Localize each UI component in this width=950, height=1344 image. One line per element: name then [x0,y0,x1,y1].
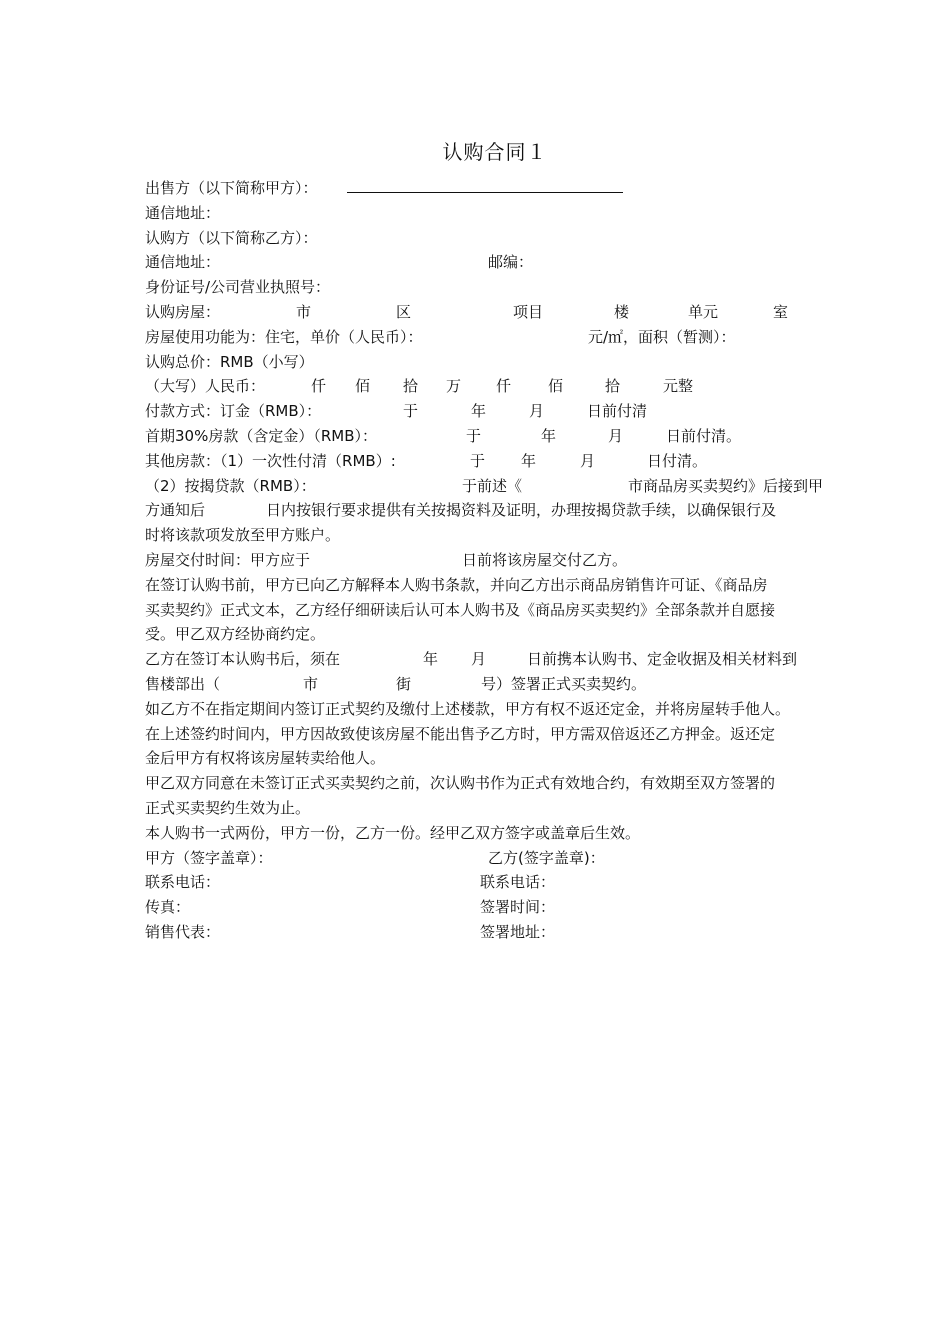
line-delivery [145,548,865,573]
line-seller [145,176,865,201]
digit-yuan: 元整 [663,377,694,396]
line-total-price [145,350,865,375]
party-b-phone-label: 联系电话： [480,873,556,892]
line-signing-deadline [145,647,865,672]
district-label: 区 [396,302,412,321]
line-total-uppercase [145,374,865,399]
id-number-label: 身份证号/公司营业执照号： [145,278,331,297]
mortgage-notice-end: 时将该款项发放至甲方账户。 [145,526,341,545]
line-sales-office [145,672,865,697]
party-a-phone-label: 联系电话： [145,873,221,892]
paragraph-line [145,771,865,796]
line-other-payment [145,449,865,474]
clause-text: 甲乙双方同意在未签订正式买卖契约之前，次认购书作为正式有效地合约，有效期至双方签署的 [145,774,776,793]
digit-qian-2: 仟 [496,377,512,396]
unit-price-label: 房屋使用功能为：住宅，单价（人民币）： [145,327,423,346]
postcode-label: 邮编： [488,253,534,272]
clause-text: 受。甲乙双方经协商约定。 [145,625,326,644]
building-label: 楼 [614,302,630,321]
first-payment-label: 首期30%房款（含定金）（RMB）： [145,426,377,445]
city-label: 市 [296,302,312,321]
digit-shi-2: 拾 [605,377,621,396]
area-label: 元/㎡，面积（暂测）： [588,327,736,346]
deposit-yu: 于 [403,402,419,421]
sales-rep-label: 销售代表： [145,922,221,941]
clause-text: 买卖契约》正式文本，乙方经仔细研读后认可本人购书及《商品房买卖契约》全部条款并自愿接 [145,600,776,619]
first-payment-yu: 于 [466,426,482,445]
paragraph-line [145,622,865,647]
line-unit-price [145,325,865,350]
line-sales-rep [145,920,865,945]
sales-office-street: 街 [396,674,412,693]
clause-text: 在上述签约时间内，甲方因故致使该房屋不能出售予乙方时，甲方需双倍返还乙方押金。返还定 [145,724,776,743]
paragraph-line [145,821,865,846]
signing-deadline-label: 乙方在签订本认购书后，须在 [145,650,341,669]
line-buyer [145,226,865,251]
line-property [145,300,865,325]
buyer-label: 认购方（以下简称乙方）： [145,228,318,247]
line-id-number [145,275,865,300]
paragraph-line [145,722,865,747]
sales-office-city: 市 [303,674,319,693]
deposit-month: 月 [529,402,545,421]
other-payment-year: 年 [521,451,537,470]
other-payment-label: 其他房款：（1）一次性付清（RMB）: [145,451,396,470]
room-label: 室 [773,302,789,321]
mortgage-text-1: 于前述《 [462,476,523,495]
signing-time-label: 签署时间： [480,898,556,917]
paragraph-line [145,746,865,771]
line-buyer-address [145,250,865,275]
line-phones [145,870,865,895]
first-payment-year: 年 [541,426,557,445]
seller-label: 出售方（以下简称甲方）： [145,179,318,197]
deposit-label: 付款方式：订金（RMB）： [145,402,322,421]
clause-text: 正式买卖契约生效为止。 [145,798,311,817]
unit-label: 单元 [688,302,719,321]
first-payment-month: 月 [608,426,624,445]
clause-text: 金后甲方有权将该房屋转卖给他人。 [145,749,386,768]
digit-bai-2: 佰 [548,377,564,396]
line-mortgage-3 [145,523,865,548]
line-first-payment [145,424,865,449]
mortgage-label: （2）按揭贷款（RMB）： [145,476,316,495]
mortgage-notice-label: 方通知后 [145,501,206,520]
mortgage-text-2: 市商品房买卖契约》后接到甲 [628,476,824,495]
digit-bai: 佰 [355,377,371,396]
clause-text: 本人购书一式两份，甲方一份，乙方一份。经甲乙双方签字或盖章后生效。 [145,823,641,842]
line-mortgage [145,474,865,499]
seller-underline [345,176,623,201]
mortgage-notice-text: 日内按银行要求提供有关按揭资料及证明，办理按揭贷款手续，以确保银行及 [266,501,777,520]
paragraph-line [145,573,865,598]
deposit-year: 年 [471,402,487,421]
digit-shi: 拾 [403,377,419,396]
total-price-label: 认购总价：RMB（小写） [145,352,314,371]
signing-year: 年 [423,650,439,669]
clause-text: 如乙方不在指定期间内签订正式契约及缴付上述楼款，甲方有权不返还定金，并将房屋转手他人。 [145,699,791,718]
other-payment-month: 月 [580,451,596,470]
sales-office-label: 售楼部出（ [145,674,221,693]
property-label: 认购房屋： [145,302,221,321]
uppercase-label: （大写）人民币： [145,377,266,396]
party-a-signature-label: 甲方（签字盖章）： [145,848,273,867]
document-body [145,176,865,945]
delivery-text: 日前将该房屋交付乙方。 [462,550,628,569]
paragraph-line [145,598,865,623]
clause-text: 在签订认购书前，甲方已向乙方解释本人购书条款，并向乙方出示商品房销售许可证、《商品房 [145,575,768,594]
digit-qian: 仟 [311,377,327,396]
project-label: 项目 [513,302,544,321]
sales-office-number: 号）签署正式买卖契约。 [481,674,647,693]
first-payment-day: 日前付清。 [666,426,742,445]
line-signatures [145,846,865,871]
line-seller-address [145,201,865,226]
line-fax-date [145,895,865,920]
digit-wan: 万 [446,377,462,396]
signing-place-label: 签署地址： [480,922,556,941]
signing-month: 月 [471,650,487,669]
deposit-day: 日前付清 [587,402,648,421]
other-payment-day: 日付清。 [647,451,708,470]
fax-label: 传真： [145,898,191,917]
buyer-address-label: 通信地址： [145,253,221,272]
line-deposit [145,399,865,424]
paragraph-line [145,796,865,821]
seller-address-label: 通信地址： [145,203,221,222]
paragraph-line [145,697,865,722]
signing-day-text: 日前携本认购书、定金收据及相关材料到 [527,650,798,669]
party-b-signature-label: 乙方(签字盖章)： [488,848,605,867]
delivery-label: 房屋交付时间：甲方应于 [145,550,311,569]
document-title: 认购合同１ [442,140,548,164]
other-payment-yu: 于 [470,451,486,470]
line-mortgage-2 [145,498,865,523]
